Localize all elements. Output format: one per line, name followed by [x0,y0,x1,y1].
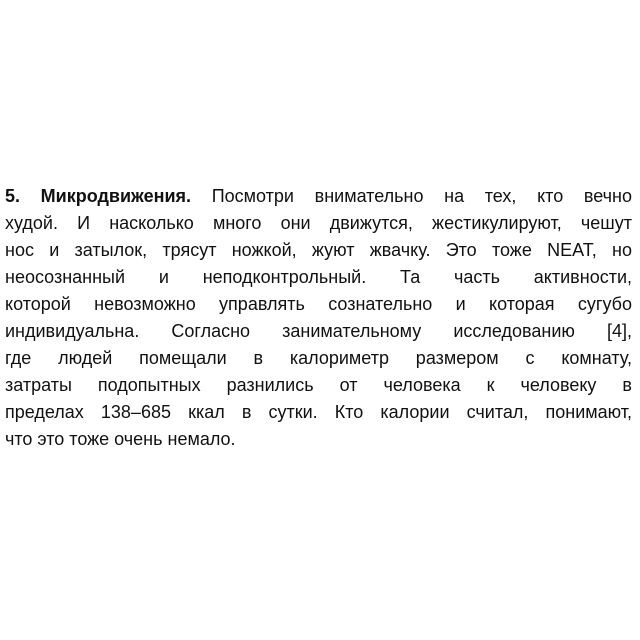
text-line-2: худой. И насколько много они движутся, жестикулируют, чешут [5,213,632,233]
article-paragraph [5,183,632,453]
text-line-10: что это тоже очень немало. [5,429,236,449]
text-line-8: затраты подопытных разнились от человека к человеку в [5,375,632,395]
text-line-5: которой невозможно управлять сознательно и которая сугубо [5,294,632,314]
text-line-3: нос и затылок, трясут ножкой, жуют жвачку. Это тоже NEAT, но [5,240,632,260]
text-line-1-rest: Посмотри внимательно на тех, кто вечно [211,186,632,206]
text-line-9: пределах 138–685 ккал в сутки. Кто калории считал, понимают, [5,402,632,422]
text-line-6: индивидуальна. Согласно занимательному исследованию [4], [5,321,632,341]
section-heading: 5. Микродвижения. [5,186,192,206]
text-line-7: где людей помещали в калориметр размером с комнату, [5,348,632,368]
text-line-4: неосознанный и неподконтрольный. Та часть активности, [5,267,632,287]
text-line-1 [5,183,632,210]
